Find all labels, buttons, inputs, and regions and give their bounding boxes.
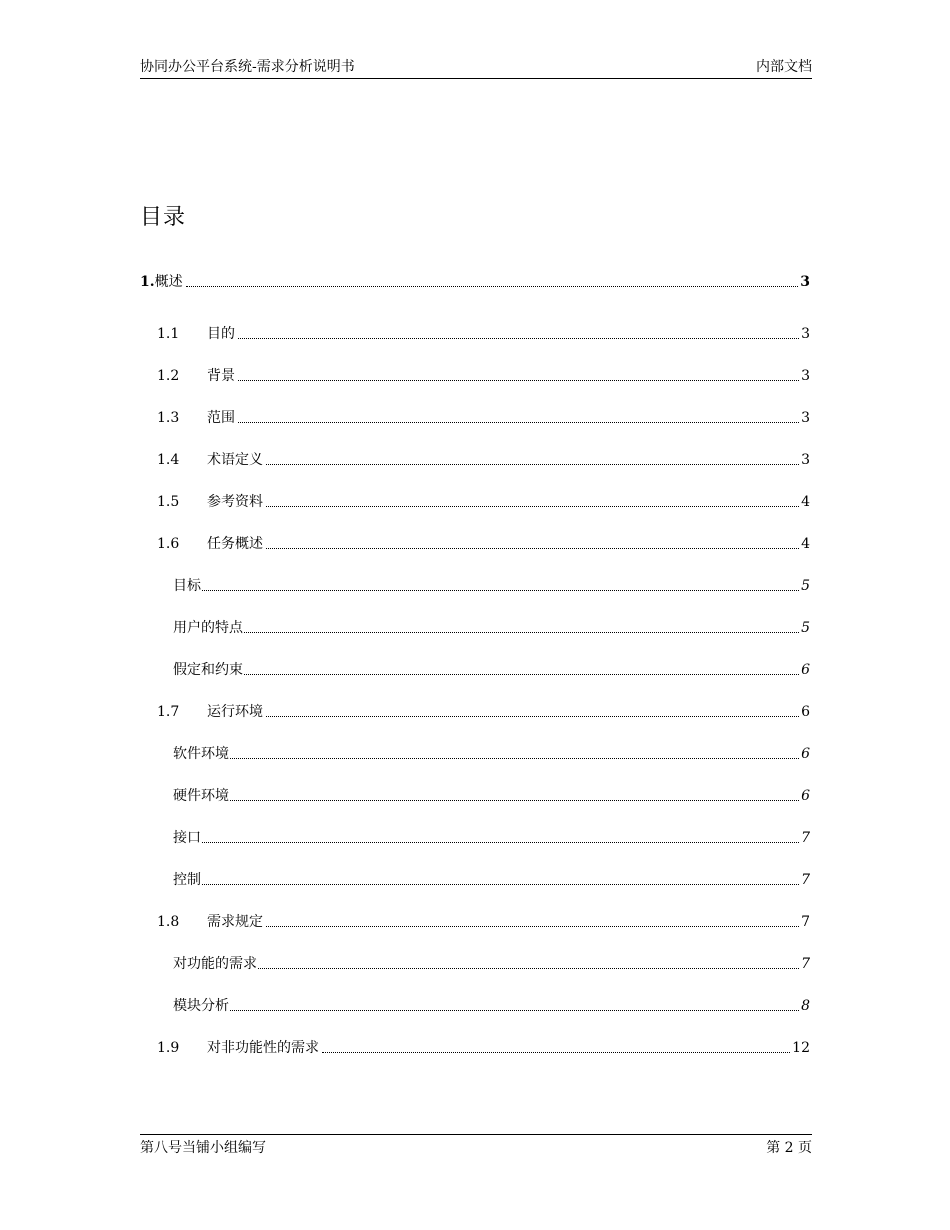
toc-entry-page: 3: [801, 368, 810, 384]
toc-entry[interactable]: [140, 654, 810, 680]
toc-entry-label: 对非功能性的需求: [207, 1040, 319, 1056]
toc-entry-label: 目的: [207, 326, 235, 342]
toc-entry-page: 6: [801, 746, 810, 762]
toc-entry-number: 1.6: [157, 536, 180, 552]
toc-entry-page: 3: [801, 410, 810, 426]
toc-entry-number: 1.5: [157, 494, 180, 510]
toc-entry-label: 模块分析: [173, 998, 229, 1014]
toc-entry[interactable]: [140, 528, 810, 554]
dot-leader: [230, 757, 799, 759]
dot-leader: [266, 715, 799, 717]
toc-entry[interactable]: [140, 696, 810, 722]
toc-entry-label: 接口: [173, 830, 201, 846]
toc-entry-label: 范围: [207, 410, 235, 426]
toc-entry-label: 概述: [154, 274, 183, 290]
toc-entry-number: 1.: [140, 274, 155, 290]
toc-entry[interactable]: [140, 738, 810, 764]
footer-author: 第八号当铺小组编写: [140, 1140, 266, 1156]
toc-entry-label: 对功能的需求: [173, 956, 257, 972]
dot-leader: [266, 925, 799, 927]
footer-page-number: 第 2 页: [766, 1140, 812, 1156]
header-classification: 内部文档: [756, 59, 812, 75]
toc-entry-label: 术语定义: [207, 452, 263, 468]
toc-entry-page: 6: [801, 788, 810, 804]
toc-entry-page: 12: [792, 1040, 810, 1056]
dot-leader: [186, 285, 799, 287]
toc-entry[interactable]: [140, 444, 810, 470]
header-document-title: 协同办公平台系统-需求分析说明书: [140, 59, 355, 75]
toc-entry-page: 3: [800, 274, 810, 290]
toc-entry-label: 控制: [173, 872, 201, 888]
dot-leader: [238, 379, 799, 381]
toc-entry[interactable]: [140, 990, 810, 1016]
dot-leader: [230, 1009, 799, 1011]
toc-entry[interactable]: [140, 570, 810, 596]
toc-entry-number: 1.8: [157, 914, 180, 930]
toc-entry-label: 参考资料: [207, 494, 263, 510]
dot-leader: [266, 547, 799, 549]
toc-entry[interactable]: [140, 486, 810, 512]
toc-entry-number: 1.3: [157, 410, 180, 426]
dot-leader: [230, 799, 799, 801]
toc-entry-page: 7: [801, 872, 810, 888]
toc-entry[interactable]: [140, 1032, 810, 1058]
dot-leader: [238, 421, 799, 423]
toc-entry-label: 背景: [207, 368, 235, 384]
toc-entry-number: 1.4: [157, 452, 180, 468]
toc-entry-label: 硬件环境: [173, 788, 229, 804]
toc-entry[interactable]: [140, 822, 810, 848]
toc-entry-label: 假定和约束: [173, 662, 243, 678]
toc-entry[interactable]: [140, 612, 810, 638]
toc-entry-page: 4: [801, 494, 810, 510]
toc-entry-page: 5: [801, 620, 810, 636]
page-header: [140, 56, 812, 79]
toc-entry-number: 1.7: [157, 704, 180, 720]
toc-entry-page: 7: [801, 830, 810, 846]
toc-entry-number: 1.1: [157, 326, 180, 342]
toc-entry-label: 目标: [173, 578, 201, 594]
dot-leader: [202, 883, 799, 885]
page-footer: [140, 1134, 812, 1161]
toc-entry-label: 需求规定: [207, 914, 263, 930]
toc-entry[interactable]: [140, 360, 810, 386]
toc-entry-number: 1.2: [157, 368, 180, 384]
dot-leader: [266, 463, 799, 465]
dot-leader: [238, 337, 799, 339]
toc-entry-page: 7: [801, 914, 810, 930]
toc-entry[interactable]: [140, 948, 810, 974]
toc-entry-label: 任务概述: [207, 536, 263, 552]
toc-entry-label: 运行环境: [207, 704, 263, 720]
toc-entry-label: 用户的特点: [173, 620, 243, 636]
dot-leader: [322, 1051, 790, 1053]
toc-entry-page: 4: [801, 536, 810, 552]
toc-entry[interactable]: [140, 906, 810, 932]
toc-entry[interactable]: [140, 402, 810, 428]
toc-entry[interactable]: [140, 266, 810, 292]
toc-entry-page: 6: [801, 704, 810, 720]
toc-entry-page: 5: [801, 578, 810, 594]
dot-leader: [244, 631, 799, 633]
toc-entry-label: 软件环境: [173, 746, 229, 762]
dot-leader: [258, 967, 799, 969]
toc-entry-page: 8: [801, 998, 810, 1014]
dot-leader: [266, 505, 799, 507]
dot-leader: [202, 841, 799, 843]
dot-leader: [244, 673, 799, 675]
toc-entry-page: 6: [801, 662, 810, 678]
toc-entry[interactable]: [140, 318, 810, 344]
toc-entry-page: 7: [801, 956, 810, 972]
dot-leader: [202, 589, 799, 591]
toc-entry-page: 3: [801, 452, 810, 468]
toc-entry[interactable]: [140, 780, 810, 806]
toc-entry[interactable]: [140, 864, 810, 890]
toc-title: 目录: [140, 205, 187, 230]
toc-entry-number: 1.9: [157, 1040, 180, 1056]
toc-entry-page: 3: [801, 326, 810, 342]
